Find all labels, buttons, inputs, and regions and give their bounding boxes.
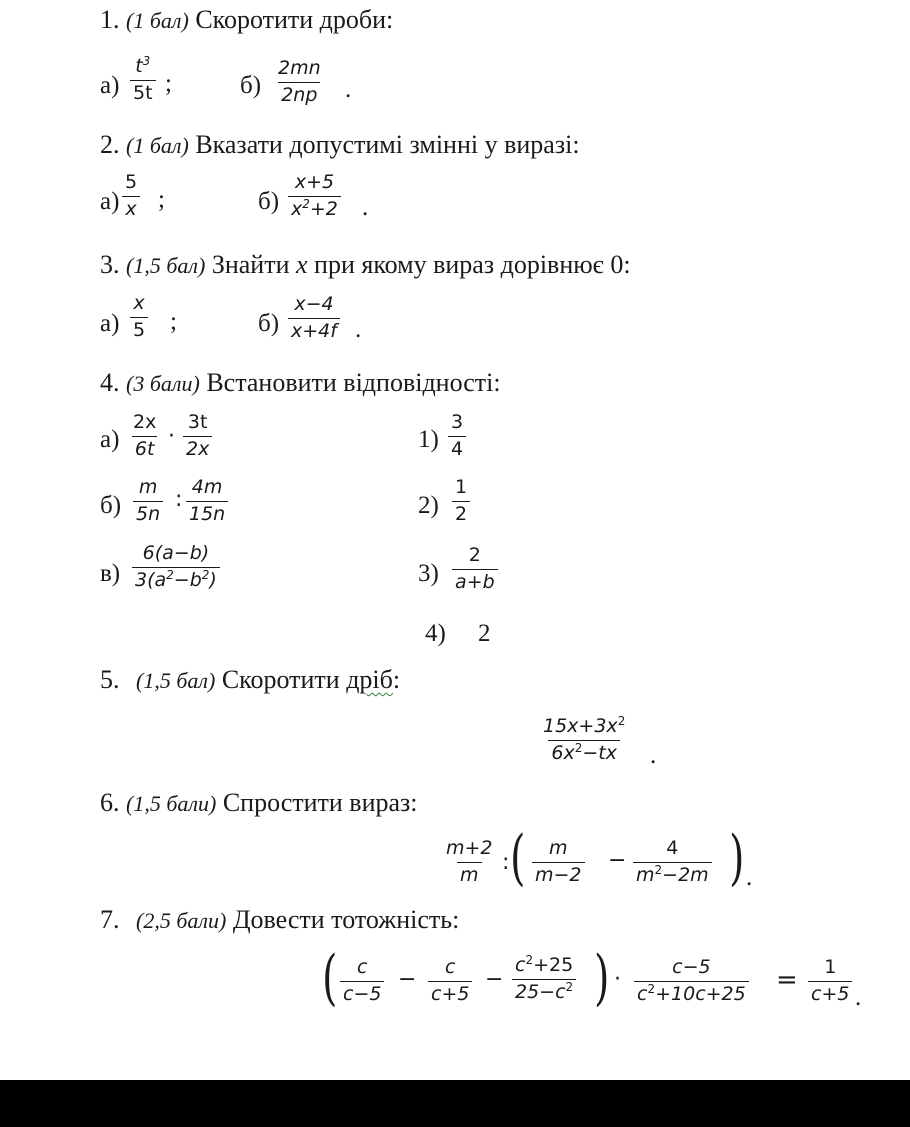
task-points: (1 бал) [126, 8, 189, 33]
task-points: (1,5 бал) [126, 253, 206, 278]
label-v: в) [100, 560, 121, 587]
left-paren: ( [510, 823, 526, 893]
semicolon: ; [158, 186, 165, 213]
fraction-t4v: $\frac{6(a-b)}{3(a^2-b^2)}$ [132, 543, 220, 592]
fraction-t1b: $\frac{2mn}{2np}$ [278, 57, 321, 106]
answer-value-4: 2 [478, 620, 491, 647]
task-number: 3. [100, 250, 120, 279]
fraction-t6-2: $\frac{m}{m-2}$ [532, 838, 585, 887]
task-text: при якому вираз дорівнює 0: [314, 250, 631, 279]
label-b: б) [258, 188, 280, 215]
multiply-dot: · [614, 967, 621, 992]
label-a: а) [100, 188, 120, 215]
period: . [855, 984, 862, 1011]
fraction-r2: $\frac{1}{2}$ [452, 477, 470, 526]
fraction-r3: $\frac{2}{a+b}$ [452, 545, 498, 594]
task-text: Скоротити дроби: [195, 5, 394, 34]
bottom-black-bar [0, 1080, 910, 1127]
equals-sign: = [776, 965, 798, 995]
label-a: а) [100, 310, 120, 337]
label-b: б) [240, 72, 262, 99]
task-points: (1,5 бал) [136, 668, 216, 693]
right-paren: ) [729, 823, 745, 893]
task-points: (3 бали) [126, 371, 200, 396]
minus-sign: − [398, 967, 417, 992]
minus-sign: − [608, 848, 627, 873]
fraction-t2a: $\frac{5}{x}$ [122, 172, 140, 221]
period: . [345, 76, 352, 103]
fraction-t4a1: $\frac{2x}{6t}$ [133, 411, 157, 460]
answer-label-2: 2) [418, 492, 439, 519]
task-number: 7. [100, 905, 120, 934]
left-paren: ( [322, 943, 338, 1013]
answer-label-3: 3) [418, 560, 439, 587]
period: . [650, 742, 657, 769]
period: . [746, 864, 753, 891]
task-text: Спростити вираз: [222, 788, 418, 817]
answer-label-4: 4) [425, 620, 446, 647]
task-number: 5. [100, 665, 120, 694]
period: . [355, 316, 362, 343]
fraction-t7-1: $\frac{c}{c-5}$ [340, 957, 384, 1006]
semicolon: ; [170, 308, 177, 335]
fraction-t6-1: $\frac{m+2}{m}$ [446, 837, 493, 886]
semicolon: ; [165, 70, 172, 97]
fraction-t5: $\frac{15x+3x^2}{6x^2-tx}$ [543, 714, 626, 764]
task-text: Скоротити [221, 665, 347, 694]
label-a: а) [100, 72, 120, 99]
task-4-heading [100, 368, 501, 398]
task-6-heading [100, 788, 418, 818]
task-3-heading [100, 250, 631, 280]
period: . [362, 194, 369, 221]
task-variable: x [295, 250, 308, 279]
fraction-t4b2: $\frac{4m}{15n}$ [186, 477, 228, 526]
task-points: (1,5 бали) [126, 791, 217, 816]
fraction-t6-3: $\frac{4}{m^2-2m}$ [633, 838, 712, 887]
task-text: Вказати допустимі змінні у виразі: [195, 130, 580, 159]
fraction-t3a: $\frac{x}{5}$ [130, 293, 148, 342]
label-a: а) [100, 426, 120, 453]
label-b: б) [258, 310, 280, 337]
divide-colon: : [175, 487, 183, 512]
fraction-t3b: $\frac{x-4}{x+4f}$ [288, 294, 340, 343]
task-text: : [392, 665, 401, 694]
fraction-t1a: $\frac{t^3}{5t}$ [130, 56, 156, 105]
fraction-t4a2: $\frac{3t}{2x}$ [183, 412, 212, 461]
answer-label-1: 1) [418, 426, 439, 453]
task-number: 1. [100, 5, 120, 34]
fraction-t7-2: $\frac{c}{c+5}$ [428, 957, 472, 1006]
fraction-t7-3: $\frac{c^2+25}{25-c^2}$ [512, 955, 576, 1004]
minus-sign: − [485, 967, 504, 992]
task-text: Довести тотожність: [232, 905, 460, 934]
task-2-heading [100, 130, 580, 160]
divide-colon: : [502, 850, 510, 875]
task-1-heading [100, 5, 393, 35]
label-b: б) [100, 492, 122, 519]
fraction-r1: $\frac{3}{4}$ [448, 412, 466, 461]
fraction-t7-4: $\frac{c-5}{c^2+10c+25}$ [634, 957, 749, 1006]
task-points: (2,5 бали) [136, 908, 227, 933]
task-text: Знайти [211, 250, 290, 279]
task-number: 6. [100, 788, 120, 817]
fraction-t7-5: $\frac{1}{c+5}$ [808, 957, 852, 1006]
fraction-t4b1: $\frac{m}{5n}$ [133, 477, 163, 526]
task-text-underlined: дріб [346, 665, 393, 694]
multiply-dot: · [168, 424, 175, 449]
task-number: 2. [100, 130, 120, 159]
right-paren: ) [594, 943, 610, 1013]
task-text: Встановити відповідності: [206, 368, 501, 397]
task-7-heading [100, 905, 459, 935]
fraction-t2b: $\frac{x+5}{x^2+2}$ [288, 172, 341, 221]
task-5-heading [100, 665, 400, 695]
task-points: (1 бал) [126, 133, 189, 158]
task-number: 4. [100, 368, 120, 397]
